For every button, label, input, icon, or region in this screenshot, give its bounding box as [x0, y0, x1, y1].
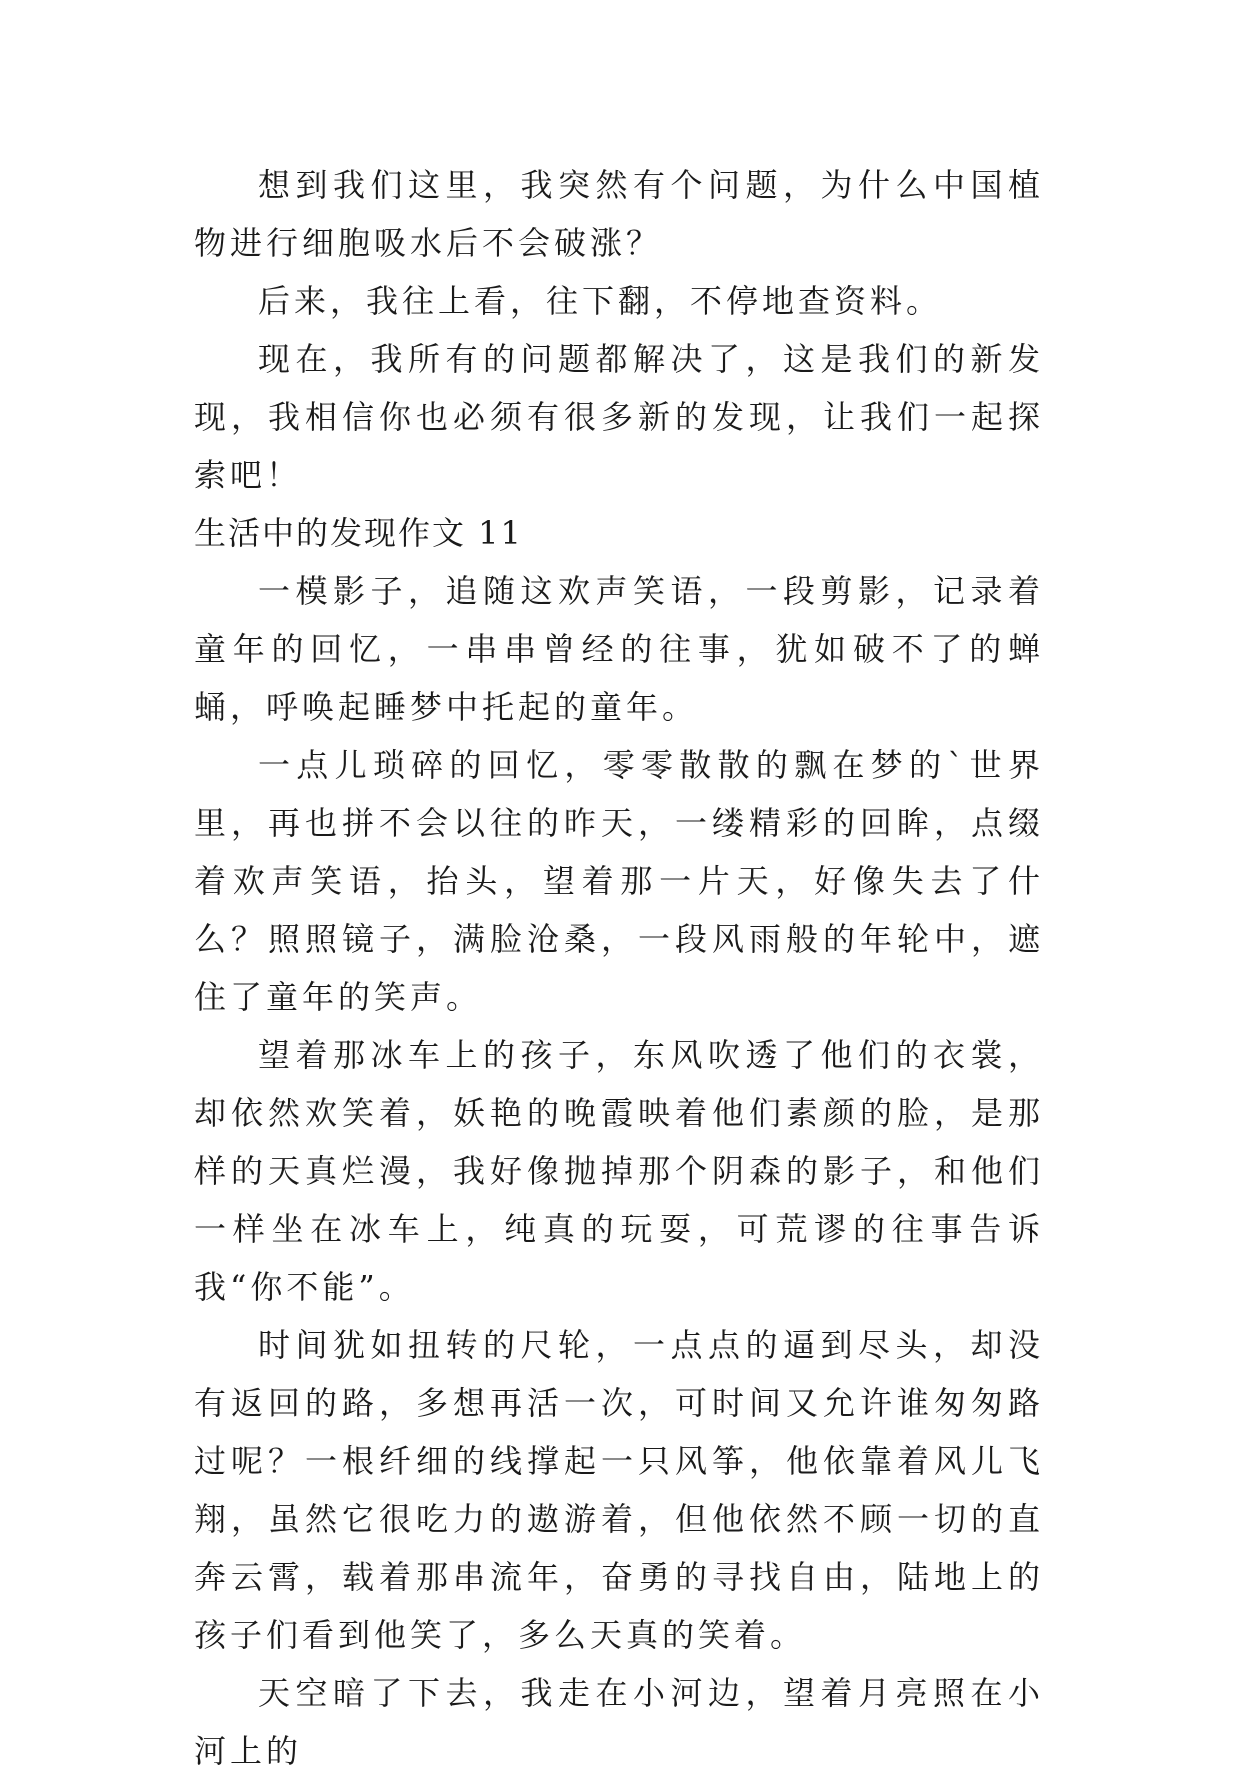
paragraph: 一点儿琐碎的回忆，零零散散的飘在梦的`世界里，再也拼不会以往的昨天，一缕精彩的回眸，点缀着欢声笑语，抬头，望着那一片天，好像失去了什么？照照镜子，满脸沧桑，一段风雨般的年轮中，遮住了童年的笑声。	[194, 746, 1044, 1016]
paragraph: 一模影子，追随这欢声笑语，一段剪影，记录着童年的回忆，一串串曾经的往事，犹如破不了的蝉蛹，呼唤起睡梦中托起的童年。	[194, 572, 1044, 726]
paragraph: 天空暗了下去，我走在小河边，望着月亮照在小河上的	[194, 1674, 1044, 1770]
document-body	[194, 156, 1044, 1780]
section-heading: 生活中的发现作文 11	[194, 514, 523, 552]
paragraph: 想到我们这里，我突然有个问题，为什么中国植物进行细胞吸水后不会破涨？	[194, 166, 1044, 262]
paragraph: 后来，我往上看，往下翻，不停地查资料。	[258, 282, 943, 320]
paragraph: 时间犹如扭转的尺轮，一点点的逼到尽头，却没有返回的路，多想再活一次，可时间又允许谁匆匆路过呢？一根纤细的线撑起一只风筝，他依靠着风儿飞翔，虽然它很吃力的遨游着，但他依然不顾一切的直奔云霄，载着那串流年，奋勇的寻找自由，陆地上的孩子们看到他笑了，多么天真的笑着。	[194, 1326, 1044, 1654]
paragraph: 望着那冰车上的孩子，东风吹透了他们的衣裳，却依然欢笑着，妖艳的晚霞映着他们素颜的脸，是那样的天真烂漫，我好像抛掉那个阴森的影子，和他们一样坐在冰车上，纯真的玩耍，可荒谬的往事告诉我“你不能”。	[194, 1036, 1044, 1306]
paragraph: 现在，我所有的问题都解决了，这是我们的新发现，我相信你也必须有很多新的发现，让我们一起探索吧！	[194, 340, 1044, 494]
